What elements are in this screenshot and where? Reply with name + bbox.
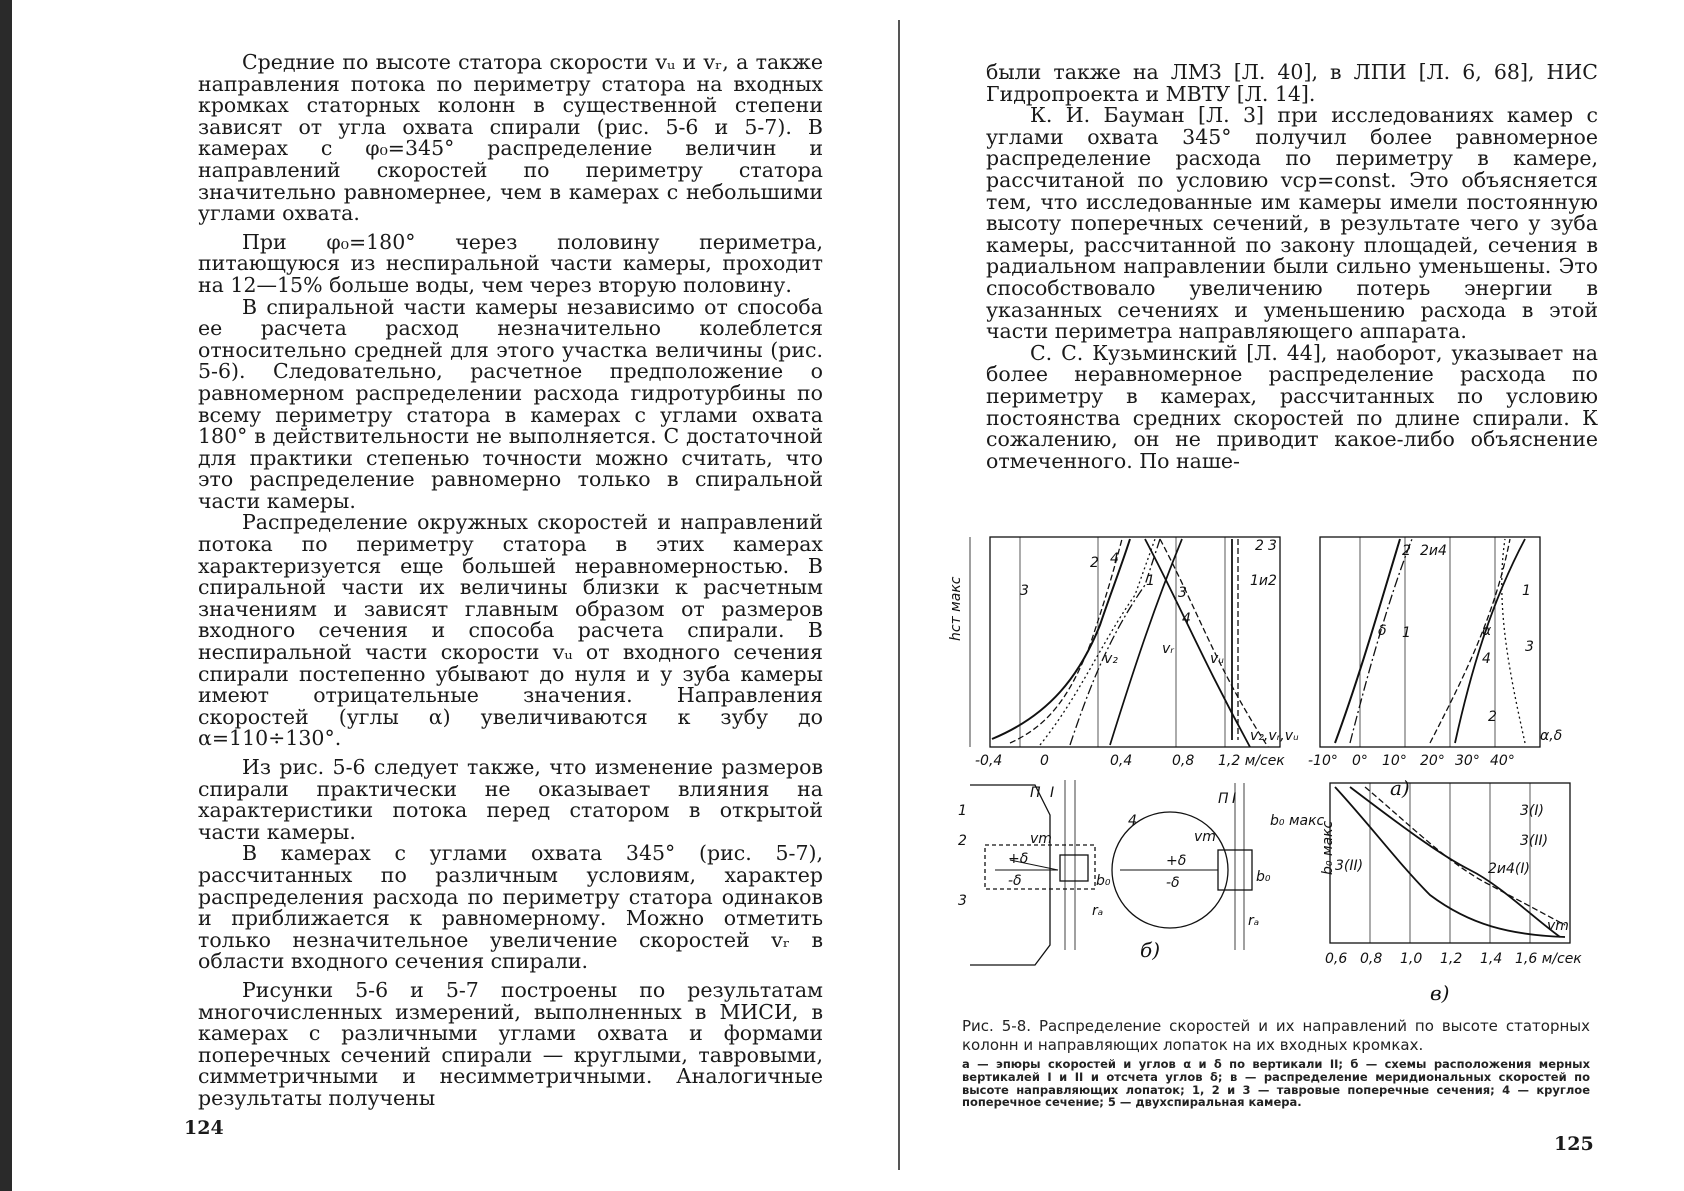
- angle-curve-delta: [1335, 539, 1400, 743]
- curve-label: 2: [1255, 538, 1264, 554]
- schematic-label: rₐ: [1248, 913, 1260, 929]
- tick-label: 0: [1040, 753, 1049, 769]
- tick-label: 20°: [1420, 753, 1445, 769]
- schematic-label: b₀: [1256, 869, 1271, 885]
- book-spread-edge: [0, 0, 12, 1191]
- paragraph: Из рис. 5-6 следует также, что изменение размеров спирали практически не оказывает влияния на характеристики потока перед статором в открытой части камеры.: [198, 755, 823, 844]
- caption-title: Рис. 5-8. Распределение скоростей и их направлений по высоте статорных колонн и направляющих лопаток на их входных кромках.: [962, 1017, 1590, 1054]
- panel-a-angle-frame: [1320, 537, 1540, 747]
- schematic-label: -δ: [1008, 873, 1022, 889]
- right-page-text: [986, 62, 1598, 472]
- var-label: vᵤ: [1210, 651, 1224, 667]
- paragraph: Распределение окружных скоростей и направлений потока по периметру статора в этих камерах характеризуется еще большей неравномерностью. В спиральной части их величины близки к расчетным значениям и зависят главным образом от размеров входного сечения и способа расчета спирали. В неспиральной части скорости vᵤ от входного сечения спирали постепенно убывают до нуля и у зуба камеры имеют отрицательные значения. Направления скоростей (углы α) увеличиваются к зубу до α=110÷130°.: [198, 510, 823, 751]
- schematic-label: 1: [958, 803, 967, 819]
- curve-label: 3(I): [1520, 803, 1544, 819]
- velocity-curve-3: [992, 539, 1130, 739]
- curve-label: 1: [1522, 583, 1531, 599]
- schematic-label: 4: [1128, 813, 1137, 829]
- schematic-label: 2: [958, 833, 967, 849]
- tick-label: 1,2: [1440, 951, 1463, 967]
- curve-label: 2и4: [1420, 543, 1447, 559]
- curve-label: 1: [1146, 573, 1155, 589]
- curve-label: 2: [1402, 543, 1411, 559]
- curve-label: 3: [1525, 639, 1534, 655]
- schematic-label: П: [1030, 785, 1041, 801]
- tick-label: 1,0: [1400, 951, 1423, 967]
- figure-caption: [962, 1017, 1590, 1109]
- schematic-label: +δ: [1166, 853, 1187, 869]
- tick-label: 1,6 м/сек: [1515, 951, 1582, 967]
- curve-label: 3: [1020, 583, 1029, 599]
- curve-label: 1и2: [1250, 573, 1277, 589]
- schematic-label: vm: [1194, 829, 1216, 845]
- panel-letter-b: б): [1140, 938, 1161, 962]
- curve-label: δ: [1378, 623, 1387, 639]
- tick-label: 10°: [1382, 753, 1407, 769]
- paragraph: При φ₀=180° через половину периметра, питающуюся из неспиральной части камеры, проходит на 12—15% больше воды, чем через вторую половину.: [198, 229, 823, 297]
- schematic-label: vm: [1030, 831, 1052, 847]
- schematic-label: П: [1218, 791, 1229, 807]
- curve-label: 4: [1110, 551, 1119, 567]
- tick-label: -10°: [1308, 753, 1338, 769]
- paragraph: были также на ЛМЗ [Л. 40], в ЛПИ [Л. 6, 68], НИС Гидропроекта и МВТУ [Л. 14].: [986, 60, 1598, 106]
- tick-label: 1,4: [1480, 951, 1503, 967]
- var-label: vᵣ: [1162, 641, 1174, 657]
- curve-label: 3: [1268, 538, 1277, 554]
- axis-label-velocity: v₂,vᵣ,vᵤ: [1250, 728, 1299, 744]
- axis-label-height: hст макс: [948, 576, 964, 641]
- velocity-curve-2: [1010, 539, 1122, 743]
- schematic-label: b₀ макс: [1270, 813, 1325, 829]
- angle-curve-2: [1502, 539, 1525, 743]
- tick-label: 0,4: [1110, 753, 1133, 769]
- schematic-label: I: [1050, 785, 1055, 801]
- tick-label: 0,8: [1172, 753, 1195, 769]
- schematic-label: +δ: [1008, 851, 1029, 867]
- curve-label: 4: [1182, 611, 1191, 627]
- curve-label: 3(II): [1335, 858, 1364, 874]
- curve-label: 3: [1178, 585, 1187, 601]
- page-number-left: 124: [184, 1117, 224, 1139]
- velocity-curve-1: [1070, 539, 1160, 745]
- page-number-right: 125: [1554, 1133, 1594, 1155]
- schematic-label: rₐ: [1092, 903, 1104, 919]
- paragraph: Средние по высоте статора скорости vᵤ и vᵣ, а также направления потока по периметру статора на входных кромках статорных колонн в существенной степени зависят от угла охвата спирали (рис. 5-6 и 5-7). В камерах с φ₀=345° распределение величин и направлений скоростей по периметру статора значительно равномернее, чем в камерах с небольшими углами охвата.: [198, 50, 823, 226]
- axis-label-angle: α,δ: [1540, 728, 1563, 744]
- left-page-text: [198, 52, 823, 1110]
- curve-label: 2: [1488, 709, 1497, 725]
- tick-label: 0,6: [1325, 951, 1348, 967]
- tick-label: 30°: [1455, 753, 1480, 769]
- angle-curve-1: [1350, 539, 1412, 743]
- velocity-curve-vu: [1145, 539, 1250, 747]
- axis-label-height: b₀ макс: [1320, 820, 1336, 875]
- paragraph: В камерах с углами охвата 345° (рис. 5-7), рассчитанных по различным условиям, характер распределения расхода по периметру статора одинаков и приближается к равномерному. Можно отметить только незначительное увеличение скоростей vᵣ в области входного сечения спирали.: [198, 841, 823, 974]
- paragraph: К. И. Бауман [Л. 3] при исследованиях камер с углами охвата 345° получил более равномерное распределение расхода по периметру в камере, рассчитаной по условию vср=const. Это объясняется тем, что исследованные им камеры имели постоянную высоту поперечных сечений, в результате чего у зуба камеры, рассчитанной по закону площадей, сечения в радиальном направлении были сильно уменьшены. Это способствовало увеличению потерь энергии в указанных сечениях и уменьшению расхода в этой части периметра направляющего аппарата.: [986, 103, 1598, 344]
- paragraph: Рисунки 5-6 и 5-7 построены по результатам многочисленных измерений, выполненных в МИСИ, в камерах с различными углами охвата и формами поперечных сечений спирали — круглыми, тавровыми, симметричными и несимметричными. Аналогичные результаты получены: [198, 977, 823, 1110]
- schematic-label: 3: [958, 893, 967, 909]
- schematic-label: b₀: [1096, 873, 1111, 889]
- paragraph: С. С. Кузьминский [Л. 44], наоборот, указывает на более неравномерное распределение расхода по периметру в камерах, рассчитанных по условию постоянства средних скоростей по длине спирали. К сожалению, он не приводит какое-либо объяснение отмеченного. По наше-: [986, 340, 1598, 473]
- panel-letter-a: а): [1390, 776, 1410, 800]
- tick-label: 0,8: [1360, 951, 1383, 967]
- curve-label: 3(II): [1520, 833, 1549, 849]
- curve-label: 4: [1482, 651, 1491, 667]
- panel-letter-c: в): [1430, 981, 1450, 1005]
- curve-label: 2и4(I): [1488, 861, 1530, 877]
- tick-label: 40°: [1490, 753, 1515, 769]
- curve-label: 1: [1402, 625, 1411, 641]
- tick-label: 1,2 м/сек: [1218, 753, 1285, 769]
- curve-label: α: [1482, 623, 1492, 639]
- curve-label: vm: [1547, 918, 1569, 934]
- curve-label: 2: [1090, 555, 1099, 571]
- schematic-label: I: [1232, 791, 1237, 807]
- tick-label: 0°: [1352, 753, 1368, 769]
- tick-label: -0,4: [975, 753, 1003, 769]
- schematic-label: -δ: [1166, 875, 1180, 891]
- var-label: v₂: [1104, 651, 1118, 667]
- paragraph: В спиральной части камеры независимо от способа ее расчета расход незначительно колеблется относительно средней для этого участка величины (рис. 5-6). Следовательно, расчетное предположение о равномерном распределении расхода гидротурбины по всему периметру статора в камерах с углами охвата 180° в действительности не выполняется. С достаточной для практики степенью точности можно считать, что это распределение равномерно только в спиральной части камеры.: [198, 294, 823, 513]
- angle-curve-3: [1430, 539, 1510, 743]
- page-gutter: [898, 20, 900, 1170]
- figure-5-8: [950, 525, 1610, 1015]
- caption-legend: а — эпюры скоростей и углов α и δ по вертикали II; б — схемы расположения мерных вертикалей I и II и отсчета углов δ; в — распределение меридиональных скоростей по высоте направляющих лопаток; 1, 2 и 3 — тавровые поперечные сечения; 4 — круглое поперечное сечение; 5 — двухспиральная камера.: [962, 1057, 1590, 1110]
